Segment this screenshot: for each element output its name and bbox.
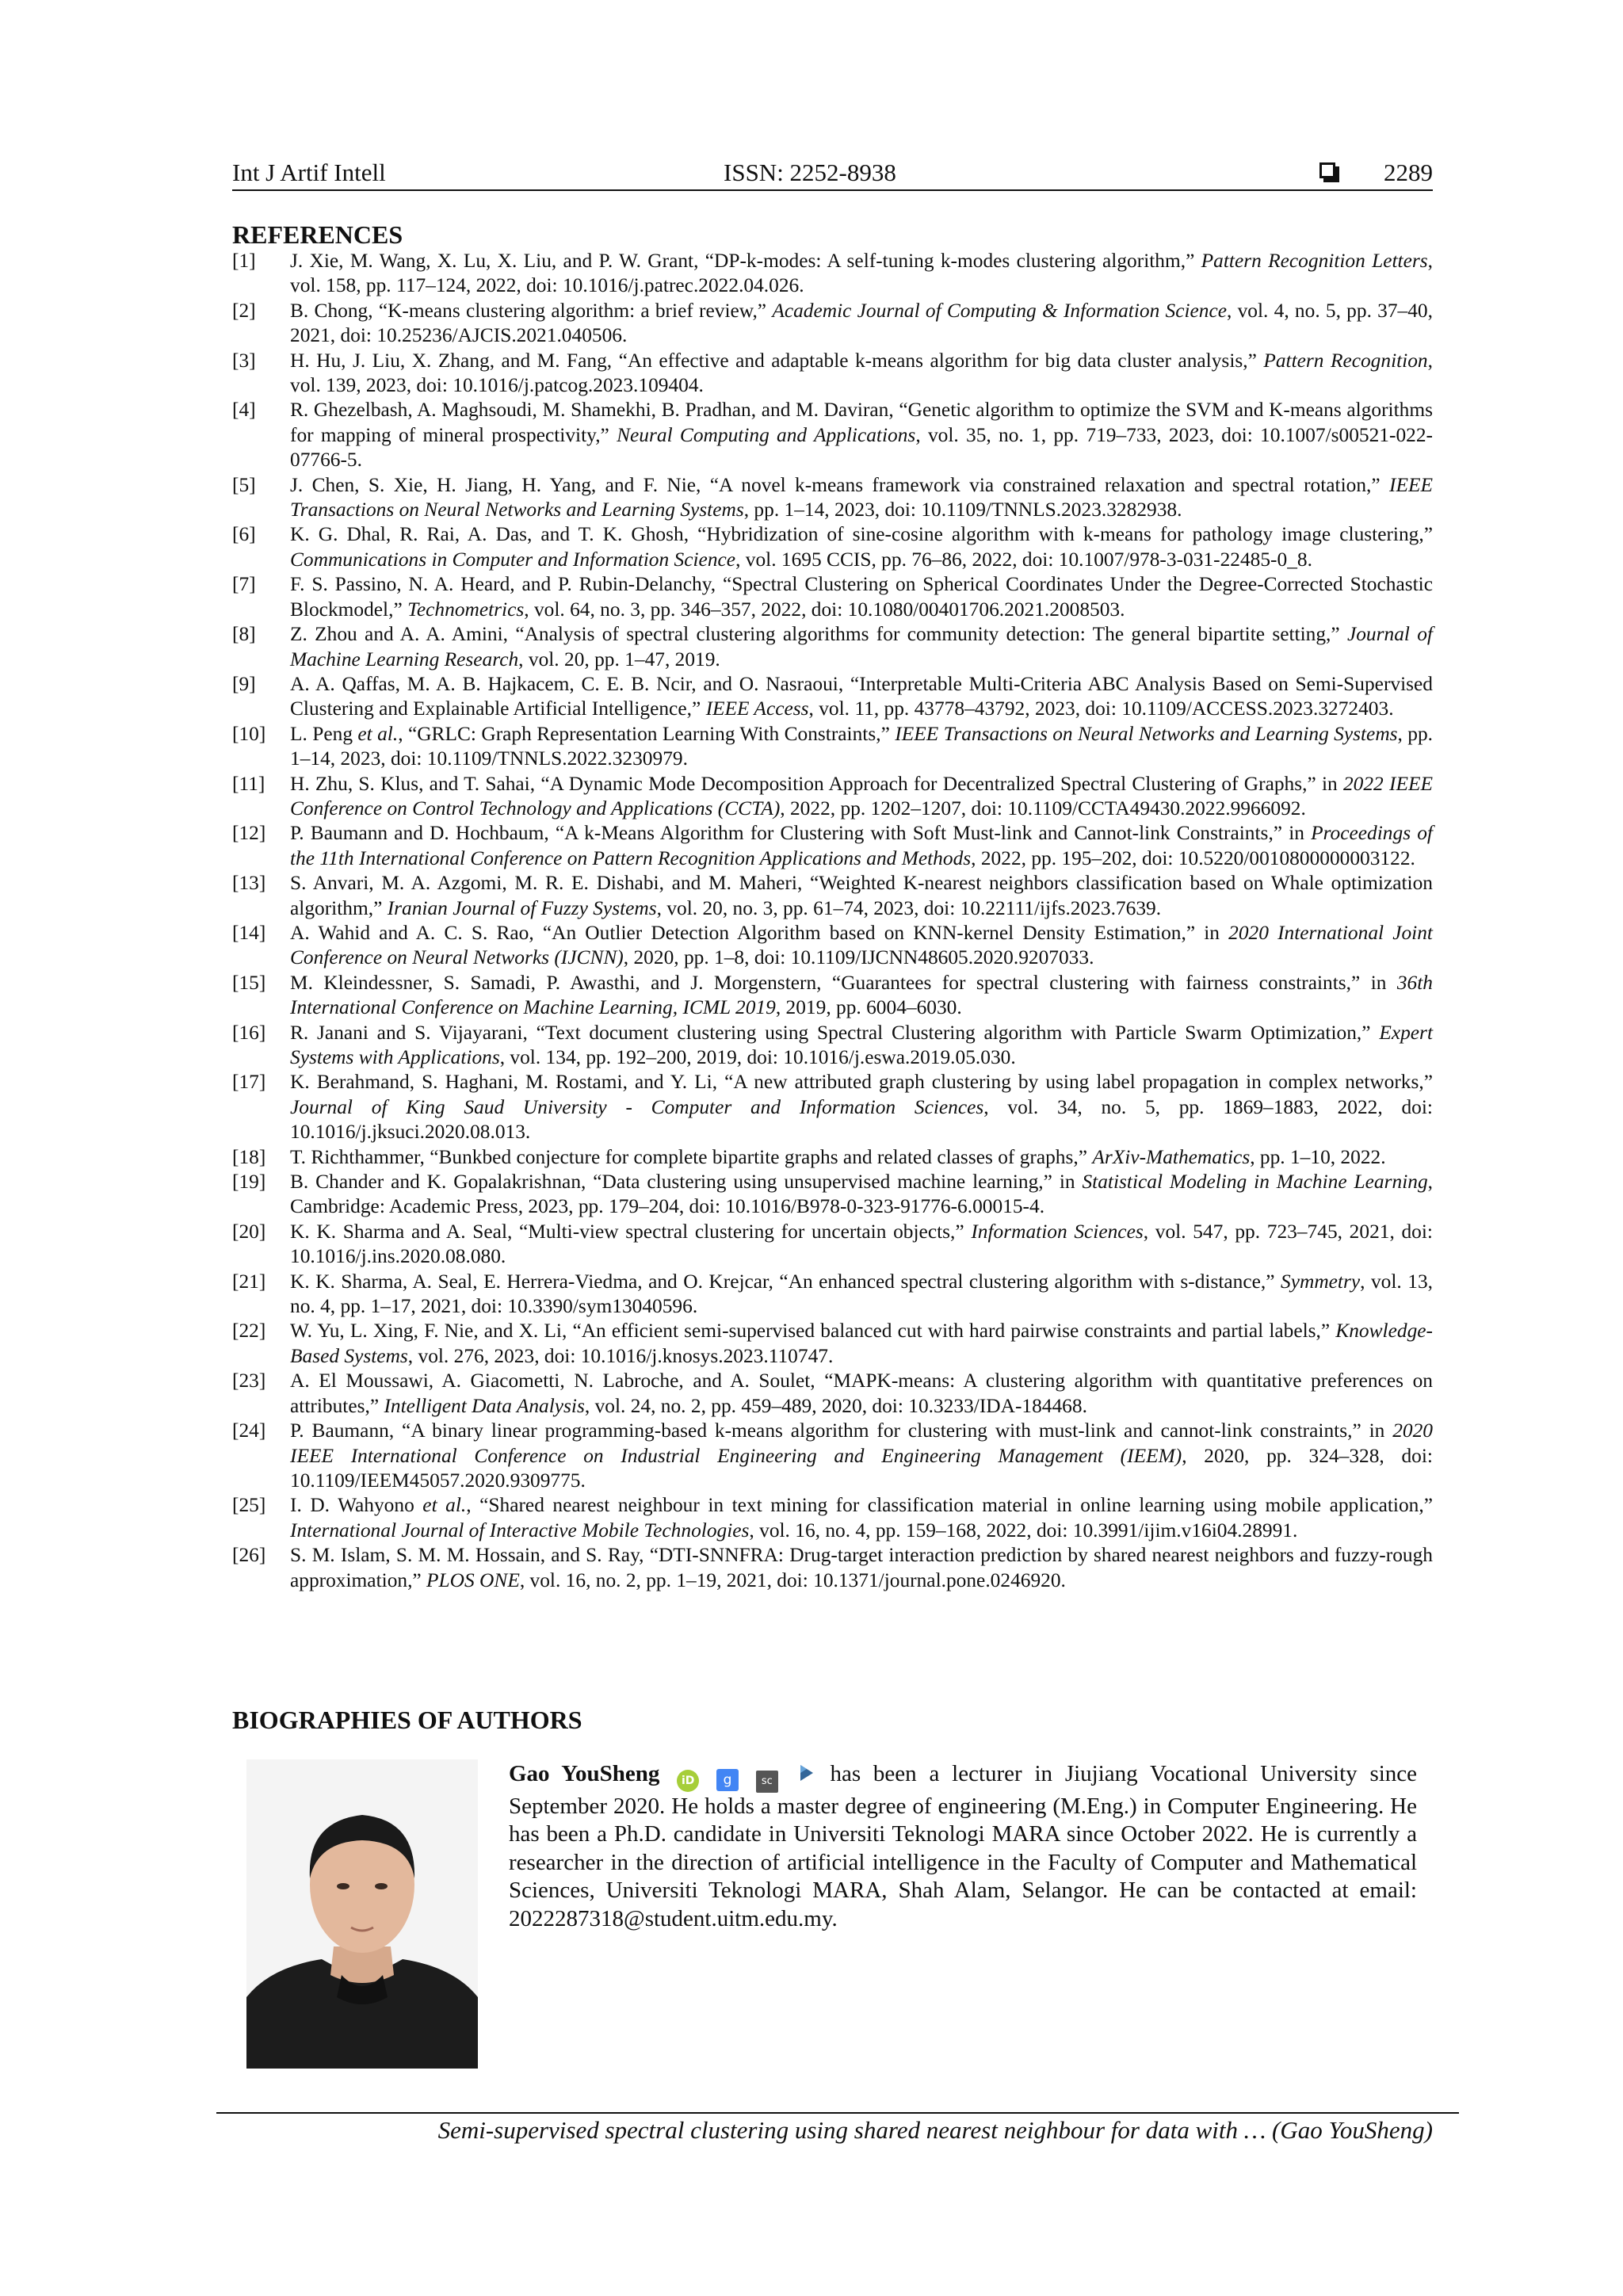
reference-item — [232, 522, 1433, 572]
reference-number: [10] — [232, 722, 266, 745]
reference-item — [232, 1270, 1433, 1320]
reference-text: A. El Moussawi, A. Giacometti, N. Labroche, and A. Soulet, “MAPK-means: A clustering algorithm with quantitative preferences on attributes,” Intelligent Data Analysis, vol. 24, no. 2, pp. 459–489, 2020, doi: 10.3233/IDA-184468. — [290, 1370, 1433, 1417]
reference-item — [232, 1070, 1433, 1144]
reference-item — [232, 1145, 1433, 1170]
reference-text: P. Baumann and D. Hochbaum, “A k-Means Algorithm for Clustering with Soft Must-link and Cannot-link Constraints,” in Proceedings of the 11th International Conference on Pattern Recognition Applications and Methods, 2022, pp. 195–202, doi: 10.5220/0010800000003122. — [290, 822, 1433, 869]
reference-number: [18] — [232, 1145, 266, 1168]
issn: ISSN: 2252-8938 — [724, 159, 896, 186]
reference-number: [1] — [232, 250, 256, 272]
reference-number: [19] — [232, 1171, 266, 1194]
reference-item — [232, 1493, 1433, 1543]
reference-text: P. Baumann, “A binary linear programming-based k-means algorithm for clustering with must-link and cannot-link constraints,” in 2020 IEEE International Conference on Industrial Engineering and Engineering Management (IEEM), 2020, pp. 324–328, doi: 10.1109/IEEM45057.2020.9309775. — [290, 1419, 1433, 1492]
reference-number: [17] — [232, 1071, 266, 1094]
reference-item — [232, 249, 1433, 299]
reference-text: K. Berahmand, S. Haghani, M. Rostami, and Y. Li, “A new attributed graph clustering by using label propagation in complex networks,” Journal of King Saud University - Computer and Information Sciences, vol. 34, no. 5, pp. 1869–1883, 2022, doi: 10.1016/j.jksuci.2020.08.013. — [290, 1071, 1433, 1144]
reference-text: K. G. Dhal, R. Rai, A. Das, and T. K. Ghosh, “Hybridization of sine-cosine algorithm with k-means for pathology image clustering,” Communications in Computer and Information Science, vol. 1695 CCIS, pp. 76–86, 2022, doi: 10.1007/978-3-031-22485-0_8. — [290, 523, 1433, 571]
author-name: Gao YouSheng — [509, 1761, 660, 1786]
reference-text: R. Ghezelbash, A. Maghsoudi, M. Shamekhi, B. Pradhan, and M. Daviran, “Genetic algorithm to optimize the SVM and K-means algorithms for mapping of mineral prospectivity,” Neural Computing and Applications, vol. 35, no. 1, pp. 719–733, 2023, doi: 10.1007/s00521-022-07766-5. — [290, 399, 1433, 472]
reference-item — [232, 821, 1433, 871]
reference-number: [4] — [232, 399, 256, 422]
reference-item — [232, 572, 1433, 622]
reference-number: [3] — [232, 349, 256, 372]
reference-text: S. Anvari, M. A. Azgomi, M. R. E. Dishabi, and M. Maheri, “Weighted K-nearest neighbors classification based on Whale optimization algorithm,” Iranian Journal of Fuzzy Systems, vol. 20, no. 3, pp. 61–74, 2023, doi: 10.22111/ijfs.2023.7639. — [290, 872, 1433, 919]
reference-text: R. Janani and S. Vijayarani, “Text document clustering using Spectral Clustering algorithm with Particle Swarm Optimization,” Expert Systems with Applications, vol. 134, pp. 192–200, 2019, doi: 10.1016/j.eswa.2019.05.030. — [290, 1021, 1433, 1068]
reference-item — [232, 1021, 1433, 1071]
orcid-icon[interactable]: iD — [677, 1770, 699, 1792]
references-heading: REFERENCES — [232, 220, 403, 249]
reference-text: B. Chander and K. Gopalakrishnan, “Data clustering using unsupervised machine learning,” in Statistical Modeling in Machine Learning, Cambridge: Academic Press, 2023, pp. 179–204, doi: 10.1016/B978-0-323-91776-6.00015-4. — [290, 1171, 1433, 1218]
reference-number: [15] — [232, 971, 266, 994]
reference-number: [20] — [232, 1220, 266, 1243]
publons-icon[interactable] — [796, 1762, 818, 1784]
reference-number: [13] — [232, 872, 266, 895]
scopus-icon[interactable]: sc — [756, 1771, 778, 1793]
reference-number: [14] — [232, 921, 266, 944]
page-number: 2289 — [1384, 159, 1433, 186]
reference-number: [22] — [232, 1320, 266, 1343]
reference-text: J. Xie, M. Wang, X. Lu, X. Liu, and P. W. Grant, “DP-k-modes: A self-tuning k-modes clustering algorithm,” Pattern Recognition Letters, vol. 158, pp. 117–124, 2022, doi: 10.1016/j.patrec.2022.04.026. — [290, 250, 1434, 297]
running-footer: Semi-supervised spectral clustering using shared nearest neighbour for data with … (Gao YouSheng) — [437, 2116, 1433, 2144]
reference-number: [7] — [232, 573, 256, 596]
author-biography — [509, 1760, 1417, 1933]
reference-item — [232, 1369, 1433, 1419]
reference-item — [232, 473, 1433, 523]
google-scholar-icon[interactable]: g — [716, 1769, 739, 1791]
reference-number: [24] — [232, 1419, 266, 1442]
reference-text: K. K. Sharma, A. Seal, E. Herrera-Viedma, and O. Krejcar, “An enhanced spectral clustering algorithm with s-distance,” Symmetry, vol. 13, no. 4, pp. 1–17, 2021, doi: 10.3390/sym13040596. — [290, 1270, 1434, 1318]
reference-text: I. D. Wahyono et al., “Shared nearest neighbour in text mining for classification material in online learning using mobile application,” International Journal of Interactive Mobile Technologies, vol. 16, no. 4, pp. 159–168, 2022, doi: 10.3991/ijim.v16i04.28991. — [290, 1494, 1433, 1541]
reference-item — [232, 1170, 1433, 1220]
reference-text: W. Yu, L. Xing, F. Nie, and X. Li, “An efficient semi-supervised balanced cut with hard pairwise constraints and partial labels,” Knowledge-Based Systems, vol. 276, 2023, doi: 10.1016/j.knosys.2023.110747. — [290, 1320, 1433, 1367]
reference-item — [232, 971, 1433, 1021]
reference-number: [9] — [232, 672, 256, 695]
reference-item — [232, 1319, 1433, 1369]
reference-text: T. Richthammer, “Bunkbed conjecture for complete bipartite graphs and related classes of graphs,” ArXiv-Mathematics, pp. 1–10, 2022. — [290, 1145, 1386, 1168]
reference-text: H. Zhu, S. Klus, and T. Sahai, “A Dynamic Mode Decomposition Approach for Decentralized Spectral Clustering of Graphs,” in 2022 IEEE Conference on Control Technology and Applications (CCTA), 2022, pp. 1202–1207, doi: 10.1109/CCTA49430.2022.9966092. — [290, 772, 1433, 819]
reference-number: [25] — [232, 1494, 266, 1517]
reference-text: Z. Zhou and A. A. Amini, “Analysis of spectral clustering algorithms for community detection: The general bipartite setting,” Journal of Machine Learning Research, vol. 20, pp. 1–47, 2019. — [290, 623, 1433, 670]
author-photo — [246, 1759, 478, 2069]
reference-text: L. Peng et al., “GRLC: Graph Representation Learning With Constraints,” IEEE Transactions on Neural Networks and Learning Systems, pp. 1–14, 2023, doi: 10.1109/TNNLS.2022.3230979. — [290, 722, 1434, 770]
reference-number: [16] — [232, 1021, 266, 1044]
reference-item — [232, 921, 1433, 971]
reference-item — [232, 1419, 1433, 1493]
reference-item — [232, 722, 1433, 772]
reference-item — [232, 1220, 1433, 1270]
square-bullet-icon — [1319, 162, 1335, 178]
references-list — [232, 249, 1433, 1593]
reference-item — [232, 871, 1433, 921]
journal-name: Int J Artif Intell — [232, 159, 386, 186]
reference-text: B. Chong, “K-means clustering algorithm: a brief review,” Academic Journal of Computing & Information Science, vol. 4, no. 5, pp. 37–40, 2021, doi: 10.25236/AJCIS.2021.040506. — [290, 299, 1433, 347]
reference-text: M. Kleindessner, S. Samadi, P. Awasthi, and J. Morgenstern, “Guarantees for spectral clustering with fairness constraints,” in 36th International Conference on Machine Learning, ICML 2019, 2019, pp. 6004–6030. — [290, 971, 1433, 1019]
author-portrait-image — [246, 1759, 478, 2069]
reference-number: [11] — [232, 772, 265, 795]
reference-item — [232, 772, 1433, 822]
reference-number: [8] — [232, 623, 256, 646]
reference-number: [5] — [232, 473, 256, 496]
reference-number: [6] — [232, 523, 256, 546]
reference-number: [26] — [232, 1544, 266, 1567]
reference-number: [23] — [232, 1370, 266, 1392]
running-header — [232, 155, 1433, 190]
reference-text: A. Wahid and A. C. S. Rao, “An Outlier Detection Algorithm based on KNN-kernel Density Estimation,” in 2020 International Joint Conference on Neural Networks (IJCNN), 2020, pp. 1–8, doi: 10.1109/IJCNN48605.2020.9207033. — [290, 921, 1433, 969]
reference-item — [232, 299, 1433, 349]
header-rule — [232, 189, 1433, 191]
reference-text: K. K. Sharma and A. Seal, “Multi-view spectral clustering for uncertain objects,” Information Sciences, vol. 547, pp. 723–745, 2021, doi: 10.1016/j.ins.2020.08.080. — [290, 1220, 1433, 1268]
reference-number: [2] — [232, 299, 256, 322]
reference-text: H. Hu, J. Liu, X. Zhang, and M. Fang, “An effective and adaptable k-means algorithm for big data cluster analysis,” Pattern Recognition, vol. 139, 2023, doi: 10.1016/j.patcog.2023.109404. — [290, 349, 1433, 397]
reference-item — [232, 398, 1433, 472]
reference-text: J. Chen, S. Xie, H. Jiang, H. Yang, and F. Nie, “A novel k-means framework via constrained relaxation and spectral rotation,” IEEE Transactions on Neural Networks and Learning Systems, pp. 1–14, 2023, doi: 10.1109/TNNLS.2023.3282938. — [290, 473, 1433, 521]
reference-item — [232, 622, 1433, 672]
author-bio-text: has been a lecturer in Jiujiang Vocational University since September 2020. He holds a master degree of engineering (M.Eng.) in Computer Engineering. He has been a Ph.D. candidate in Universiti Teknologi MARA since October 2022. He is currently a researcher in the direction of artificial intelligence in the Faculty of Computer and Mathematical Sciences, Universiti Teknologi MARA, Shah Alam, Selangor. He can be contacted at email: 2022287318@student.uitm.edu.my. — [509, 1761, 1418, 1931]
reference-number: [21] — [232, 1270, 266, 1293]
reference-text: A. A. Qaffas, M. A. B. Hajkacem, C. E. B. Ncir, and O. Nasraoui, “Interpretable Multi-Criteria ABC Analysis Based on Semi-Supervised Clustering and Explainable Artificial Intelligence,” IEEE Access, vol. 11, pp. 43778–43792, 2023, doi: 10.1109/ACCESS.2023.3272403. — [290, 672, 1433, 720]
biographies-heading: BIOGRAPHIES OF AUTHORS — [232, 1706, 582, 1734]
reference-text: F. S. Passino, N. A. Heard, and P. Rubin-Delanchy, “Spectral Clustering on Spherical Coordinates Under the Degree-Corrected Stochastic Blockmodel,” Technometrics, vol. 64, no. 3, pp. 346–357, 2022, doi: 10.1080/00401706.2021.2008503. — [290, 573, 1433, 621]
reference-number: [12] — [232, 822, 266, 845]
reference-text: S. M. Islam, S. M. M. Hossain, and S. Ray, “DTI-SNNFRA: Drug-target interaction prediction by shared nearest neighbors and fuzzy-rough approximation,” PLOS ONE, vol. 16, no. 2, pp. 1–19, 2021, doi: 10.1371/journal.pone.0246920. — [290, 1544, 1433, 1591]
reference-item — [232, 1543, 1433, 1593]
reference-item — [232, 672, 1433, 722]
reference-item — [232, 349, 1433, 399]
